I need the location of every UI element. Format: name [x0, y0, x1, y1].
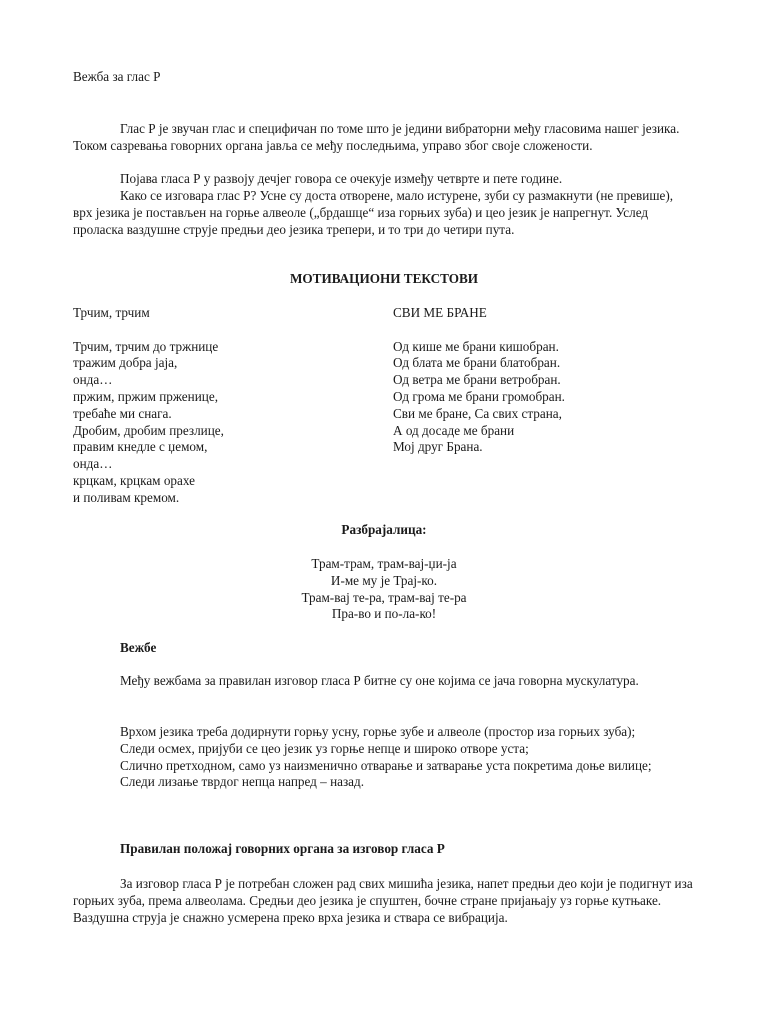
position-paragraph: За изговор гласа Р је потребан сложен рад свих мишића језика, напет предњи део који је подигнут иза горњих зуба, према алвеолама. Средњи део језика је спуштен, бочне стране пријањају уз горње кутњаке. Ваздушна струја је снажно усмерена преко врха језика и ствара се вибрација. [73, 876, 693, 925]
poem-left-line: пржим, пржим прженице, [73, 388, 218, 404]
poem-right-line: А од досаде ме брани [393, 422, 515, 438]
poem-left-line: Дробим, дробим презлице, [73, 422, 224, 438]
poem-left-line: тражим добра јаја, [73, 355, 178, 371]
intro-paragraph-3: Како се изговара глас Р? Усне су доста отворене, мало истурене, зуби су размакнути (не превише), врх језика је постављен на горње алвеоле („брдашце“ иза горњих зуба) и цео језик је напрегнут. Услед проласка ваздушне струје предњи део језика трепери, и то три до четири пута. [73, 188, 674, 237]
poem-left-spacer [73, 322, 224, 339]
intro-paragraph-2: Појава гласа Р у развоју дечјег говора се очекује између четврте и пете године. [120, 171, 563, 186]
exercise-item: Следи лизање тврдог непца напред – назад. [120, 774, 365, 790]
position-heading: Правилан положај говорних органа за изговор гласа Р [120, 841, 445, 856]
exercise-item: Слично претходном, само уз наизменично отварање и затварање уста покретима доње вилице; [120, 757, 652, 773]
poem-right-spacer [393, 322, 565, 339]
intro-paragraph-1: Глас Р је звучан глас и специфичан по томе што је једини вибраторни међу гласовима нашег језика. Током сазревања говорних органа јавља се међу последњима, управо због своје сложености. [73, 121, 680, 153]
poem-left [73, 305, 224, 507]
poem-left-line: Трчим, трчим до тржнице [73, 338, 219, 354]
counting-rhyme [0, 556, 768, 623]
poem-left-line: онда… [73, 372, 113, 388]
poem-left-line: требаће ми снага. [73, 405, 172, 421]
poem-right-line: Мој друг Брана. [393, 439, 483, 455]
motivational-heading: МОТИВАЦИОНИ ТЕКСТОВИ [289, 271, 479, 286]
poem-right-line: Од ветра ме брани ветробран. [393, 372, 561, 388]
poem-left-line: крцкам, крцкам орахе [73, 472, 195, 488]
exercise-item: Следи осмех, пријуби се цео језик уз горње непце и широко отворе уста; [120, 740, 529, 756]
poem-left-line: онда… [73, 456, 113, 472]
exercise-item: Врхом језика треба додирнути горњу усну, горње зубе и алвеоле (простор иза горњих зуба); [120, 724, 636, 739]
poem-right-line: Од блата ме брани блатобран. [393, 355, 561, 371]
poem-right-line: Од грома ме брани громобран. [393, 388, 565, 404]
exercises-intro: Међу вежбама за правилан изговор гласа Р битне су оне којима се јача говорна мускулатура. [120, 673, 639, 688]
poem-left-line: и поливам кремом. [73, 489, 180, 505]
poem-left-line: правим кнедле с џемом, [73, 439, 208, 455]
counting-rhyme-line: Пра-во и по-ла-ко! [331, 606, 437, 622]
poem-left-title: Трчим, трчим [73, 305, 150, 320]
counting-rhyme-line: Трам-вај те-ра, трам-вај те-ра [301, 589, 467, 605]
poem-right [393, 305, 565, 456]
exercises-list [73, 724, 693, 791]
poem-right-line: Сви ме бране, Са свих страна, [393, 405, 562, 421]
exercises-heading: Вежбе [120, 640, 157, 655]
counting-rhyme-line: Трам-трам, трам-вај-џи-ја [311, 556, 457, 571]
poem-right-title: СВИ МЕ БРАНЕ [393, 305, 487, 320]
document-title: Вежба за глас Р [73, 69, 161, 84]
counting-rhyme-heading: Разбрајалица: [341, 522, 427, 537]
counting-rhyme-line: И-ме му је Трај-ко. [330, 572, 438, 588]
poem-right-line: Од кише ме брани кишобран. [393, 338, 559, 354]
